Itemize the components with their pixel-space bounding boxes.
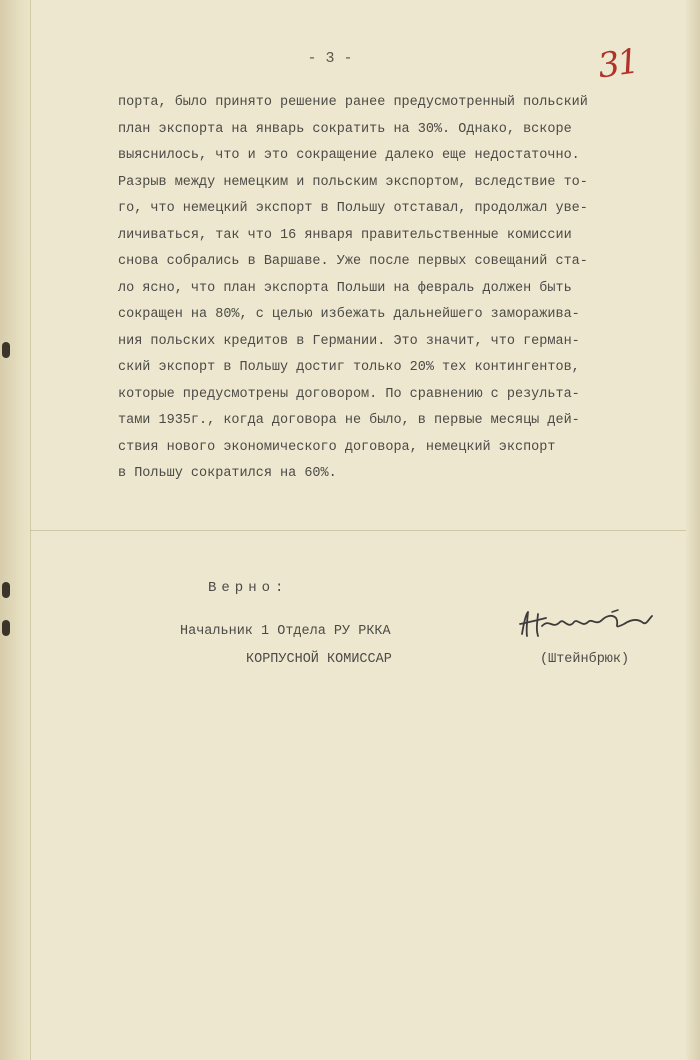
binding-hole — [2, 582, 10, 598]
text-line: ский экспорт в Польшу достиг только 20% тех контингентов, — [118, 360, 580, 375]
binding-hole — [2, 620, 10, 636]
certification-label: Верно: — [208, 580, 289, 596]
text-line: тами 1935г., когда договора не было, в первые месяцы дей- — [118, 413, 580, 428]
text-line: снова собрались в Варшаве. Уже после первых совещаний ста- — [118, 254, 588, 269]
text-line: порта, было принято решение ранее предусмотренный польский — [118, 95, 588, 110]
text-line: выяснилось, что и это сокращение далеко еще недостаточно. — [118, 148, 580, 163]
text-line: Разрыв между немецким и польским экспортом, вследствие то- — [118, 174, 588, 190]
archive-folio-number: 31 — [595, 41, 640, 87]
text-line: которые предусмотрены договором. По сравнению с результа- — [118, 386, 580, 402]
text-line: го, что немецкий экспорт в Польшу отставал, продолжал уве- — [118, 201, 588, 216]
page-number: - 3 - — [307, 50, 353, 67]
signatory-rank: КОРПУСНОЙ КОМИССАР — [246, 652, 392, 667]
text-line: личиваться, так что 16 января правительственные комиссии — [118, 227, 572, 243]
text-line: в Польшу сократился на 60%. — [118, 466, 337, 481]
text-line: ния польских кредитов в Германии. Это значит, что герман- — [118, 333, 580, 349]
handwritten-signature — [516, 604, 656, 648]
text-line: сокращен на 80%, с целью избежать дальнейшего заморажива- — [118, 307, 580, 322]
signatory-title: Начальник 1 Отдела РУ РККА — [180, 624, 391, 639]
paper-fold-line — [30, 530, 686, 531]
page-left-edge — [0, 0, 31, 1060]
text-line: ло ясно, что план экспорта Польши на февраль должен быть — [118, 280, 572, 296]
signatory-name: (Штейнбрюк) — [540, 652, 630, 667]
binding-hole — [2, 342, 10, 358]
page-right-edge — [686, 0, 700, 1060]
text-line: ствия нового экономического договора, немецкий экспорт — [118, 439, 556, 455]
text-line: план экспорта на январь сократить на 30%. Однако, вскоре — [118, 121, 572, 137]
body-text — [118, 90, 684, 488]
